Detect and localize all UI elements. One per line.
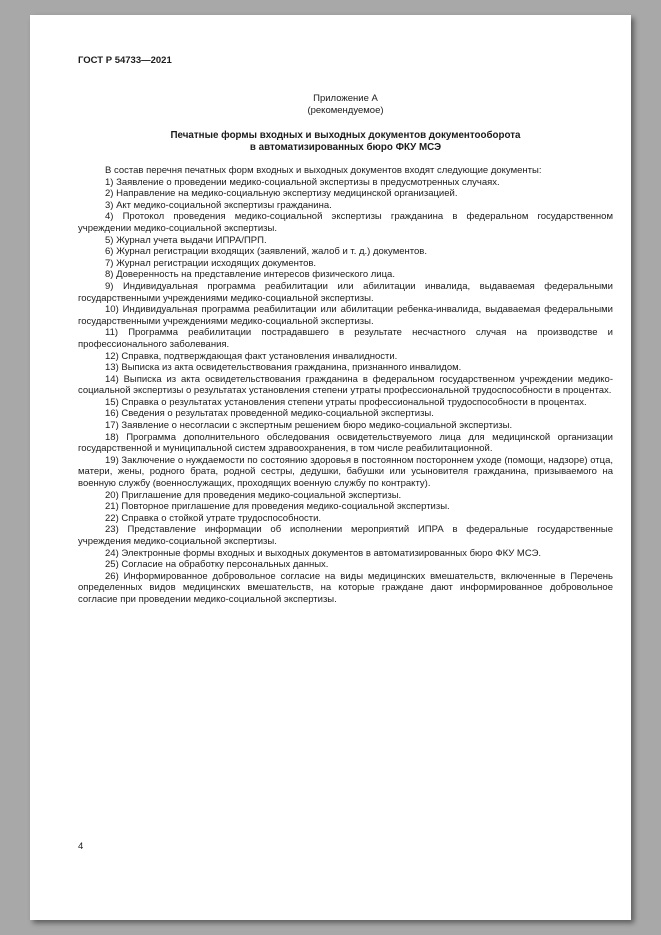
- list-item: 5) Журнал учета выдачи ИПРА/ПРП.: [105, 234, 267, 246]
- list-item: 22) Справка о стойкой утрате трудоспособности.: [105, 512, 322, 524]
- list-item: 19) Заключение о нуждаемости по состоянию здоровья в постоянном постороннем уходе (помощи, надзоре) отца, матери, жены, родного брата, родной сестры, дедушки, бабушки или усыновителя гражданина, призываемого на военную службу (военнослужащих, проходящих военную службу по контракту).: [78, 454, 613, 490]
- list-item: 16) Сведения о результатах проведенной медико-социальной экспертизы.: [105, 408, 434, 420]
- list-item: 20) Приглашение для проведения медико-социальной экспертизы.: [105, 489, 402, 501]
- title-line-2: в автоматизированных бюро ФКУ МСЭ: [249, 142, 442, 153]
- list-item: 18) Программа дополнительного обследования освидетельствуемого лица для медицинской организации государственной и муниципальной систем здравоохранения, в том числе реабилитационной.: [78, 431, 613, 455]
- list-item: 15) Справка о результатах установления степени утраты профессиональной трудоспособности в процентах.: [105, 396, 587, 408]
- list-item: 10) Индивидуальная программа реабилитации или абилитации ребенка-инвалида, выдаваемая федеральными государственными учреждениями медико-социальной экспертизы.: [78, 304, 613, 327]
- title-line-1: Печатные формы входных и выходных документов документооборота: [170, 130, 521, 141]
- document-page: [30, 15, 631, 920]
- list-item: 9) Индивидуальная программа реабилитации или абилитации инвалида, выдаваемая федеральными государственными учреждениями медико-социальной экспертизы.: [78, 280, 613, 304]
- list-item: 4) Протокол проведения медико-социальной экспертизы гражданина в федеральном государственном учреждении медико-социальной экспертизы.: [78, 211, 613, 234]
- list-item: 24) Электронные формы входных и выходных документов в автоматизированных бюро ФКУ МСЭ.: [105, 547, 542, 559]
- list-item: 11) Программа реабилитации пострадавшего в результате несчастного случая на производстве и профессионального заболевания.: [78, 327, 613, 350]
- document-body: [78, 165, 613, 606]
- list-item: 17) Заявление о несогласии с экспертным решением бюро медико-социальной экспертизы.: [105, 420, 513, 432]
- standard-designation: ГОСТ Р 54733—2021: [78, 55, 172, 66]
- list-item: 23) Представление информации об исполнении мероприятий ИПРА в федеральные государственные учреждения медико-социальной экспертизы.: [78, 524, 613, 547]
- list-item: 14) Выписка из акта освидетельствования гражданина в федеральном государственном учреждении медико-социальной экспертизы о результатах установления степени утраты профессиональной трудоспособности в процентах.: [78, 373, 613, 397]
- list-item: 21) Повторное приглашение для проведения медико-социальной экспертизы.: [105, 501, 450, 513]
- list-item: 1) Заявление о проведении медико-социальной экспертизы в предусмотренных случаях.: [105, 176, 500, 188]
- list-item: 3) Акт медико-социальной экспертизы гражданина.: [105, 199, 332, 211]
- list-item: 26) Информированное добровольное согласие на виды медицинских вмешательств, включенные в Перечень определенных видов медицинских вмешательств, на которые граждане дают информированное добровольное согласие при проведении медико-социальной экспертизы.: [78, 570, 613, 605]
- list-item: 25) Согласие на обработку персональных данных.: [105, 559, 329, 571]
- appendix-type: (рекомендуемое): [307, 104, 384, 116]
- appendix-heading: [78, 93, 613, 116]
- appendix-label: Приложение А: [313, 93, 378, 104]
- list-item: 2) Направление на медико-социальную экспертизу медицинской организацией.: [105, 188, 458, 200]
- intro-paragraph: В состав перечня печатных форм входных и выходных документов входят следующие документы:: [105, 165, 542, 176]
- list-item: 8) Доверенность на представление интересов физического лица.: [105, 269, 395, 281]
- list-item: 7) Журнал регистрации исходящих документов.: [105, 257, 317, 269]
- list-item: 6) Журнал регистрации входящих (заявлений, жалоб и т. д.) документов.: [105, 246, 427, 258]
- document-title: [78, 130, 613, 154]
- list-item: 13) Выписка из акта освидетельствования гражданина, признанного инвалидом.: [105, 362, 462, 374]
- list-item: 12) Справка, подтверждающая факт установления инвалидности.: [105, 350, 398, 362]
- page-number: 4: [78, 841, 84, 852]
